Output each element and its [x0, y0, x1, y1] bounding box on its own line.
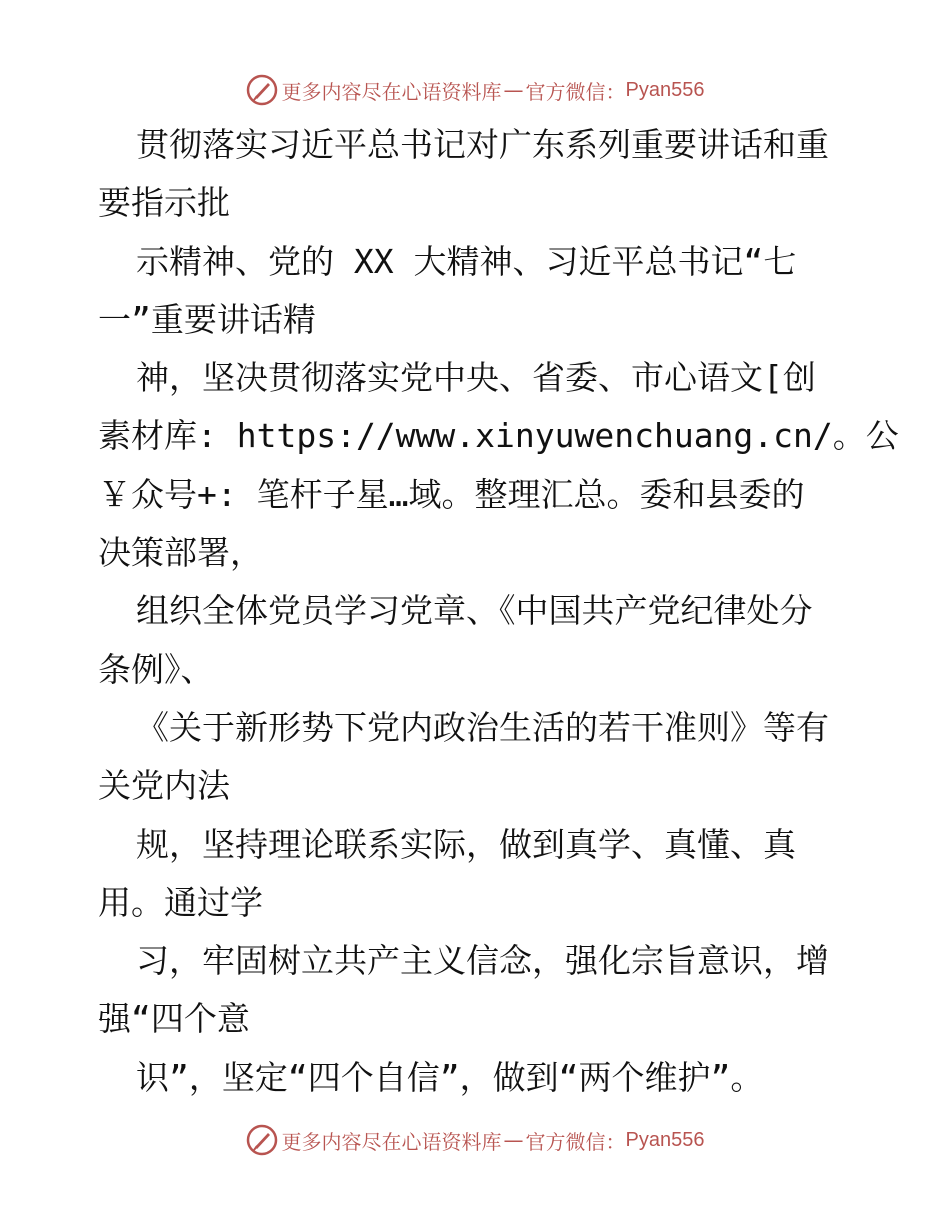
header-watermark — [0, 70, 950, 110]
text-line: 贯彻落实习近平总书记对广东系列重要讲话和重 — [136, 125, 829, 164]
text-line: 《关于新形势下党内政治生活的若干准则》等有 — [136, 707, 829, 747]
text-line: 决策部署， — [98, 533, 263, 573]
banner-official-label: 官方微信： — [525, 79, 626, 104]
text-line: 神，坚决贯彻落实党中央、省委、市心语文[创 — [136, 358, 816, 398]
text-line: 素材库: https://www.xinyuwenchuang.cn/。公 — [98, 416, 899, 456]
banner-official-label: 官方微信： — [525, 1129, 626, 1154]
text-line: 一”重要讲话精 — [98, 299, 316, 339]
banner-separator: — — [503, 78, 524, 102]
banner-text: 更多内容尽在心语资料库 — [281, 79, 502, 104]
text-line: 组织全体党员学习党章、《中国共产党纪律处分 — [136, 591, 813, 631]
banner-separator: — — [503, 1128, 524, 1152]
text-line: 关党内法 — [98, 766, 230, 806]
text-line: 识”，坚定“四个自信”，做到“两个维护”。 — [136, 1057, 764, 1097]
text-line: 示精神、党的 XX 大精神、习近平总书记“七 — [136, 241, 797, 281]
text-line: 条例》、 — [98, 649, 214, 689]
text-line: 习，牢固树立共产主义信念，强化宗旨意识，增 — [136, 941, 829, 981]
footer-watermark — [0, 1120, 950, 1160]
text-line: ￥众号+: 笔杆子星…域。整理汇总。委和县委的 — [98, 474, 805, 514]
text-line: 要指示批 — [98, 183, 230, 223]
quill-logo-icon — [246, 74, 278, 106]
document-body — [98, 116, 899, 1107]
text-line: 规，坚持理论联系实际，做到真学、真懂、真 — [136, 824, 796, 864]
banner-wechat-id: Pyan556 — [625, 1128, 705, 1151]
text-line: 用。通过学 — [98, 882, 263, 922]
banner-wechat-id: Pyan556 — [625, 78, 705, 101]
text-line: 强“四个意 — [98, 999, 250, 1039]
quill-logo-icon — [246, 1124, 278, 1156]
banner-text: 更多内容尽在心语资料库 — [281, 1129, 502, 1154]
